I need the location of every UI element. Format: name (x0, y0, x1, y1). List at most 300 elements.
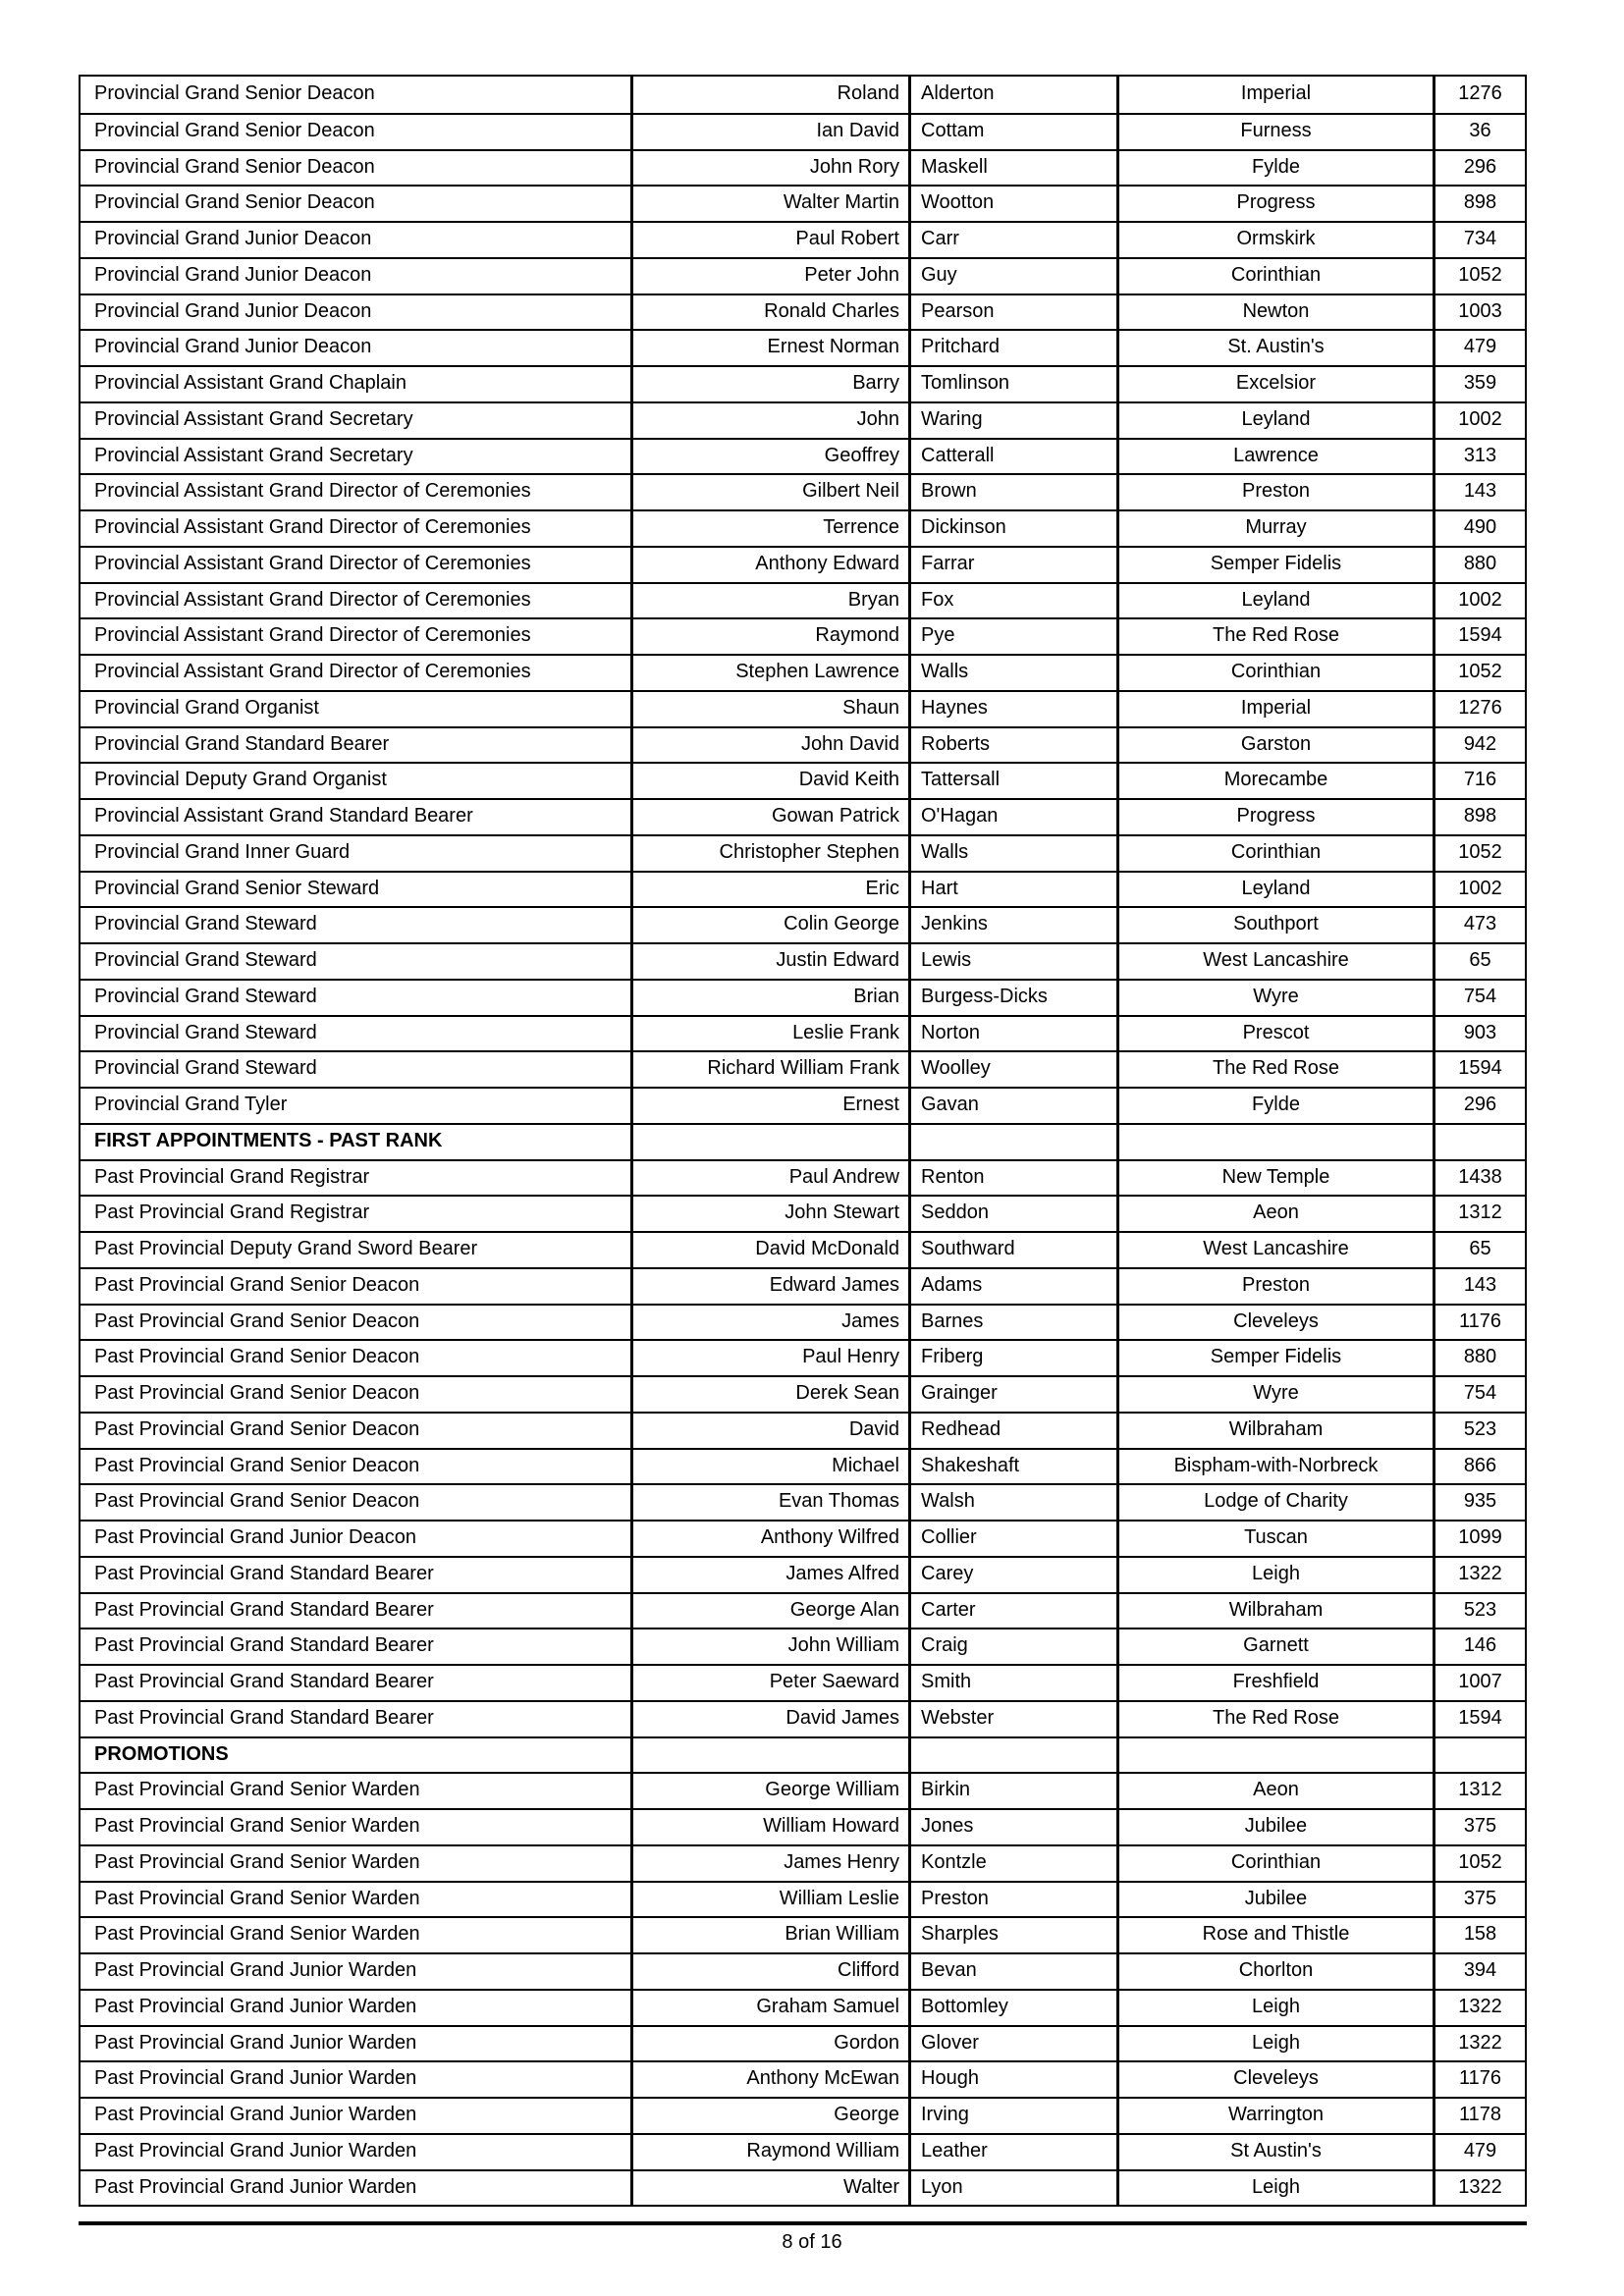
lodge-cell: Aeon (1116, 1774, 1433, 1808)
forenames-cell: Justin Edward (630, 944, 908, 979)
table-row (81, 546, 1525, 582)
lodge-number-cell: 898 (1433, 800, 1525, 834)
table-row (81, 1375, 1525, 1412)
surname-cell: Birkin (908, 1774, 1116, 1808)
forenames-cell: Derek Sean (630, 1377, 908, 1412)
forenames-cell: Paul Robert (630, 223, 908, 257)
lodge-cell: Jubilee (1116, 1883, 1433, 1917)
lodge-number-cell: 1052 (1433, 656, 1525, 690)
table-row (81, 77, 1525, 113)
forenames-cell: James Alfred (630, 1558, 908, 1592)
lodge-number-cell: 866 (1433, 1450, 1525, 1484)
table-row (81, 185, 1525, 221)
forenames-cell: Ernest (630, 1089, 908, 1123)
forenames-cell: Peter John (630, 259, 908, 294)
lodge-number-cell: 296 (1433, 151, 1525, 186)
surname-cell: Lyon (908, 2171, 1116, 2206)
surname-cell: Guy (908, 259, 1116, 294)
surname-cell: Walsh (908, 1485, 1116, 1520)
lodge-number-cell: 490 (1433, 511, 1525, 546)
table-row (81, 1412, 1525, 1448)
lodge-cell: Imperial (1116, 692, 1433, 726)
lodge-number-cell: 1052 (1433, 259, 1525, 294)
surname-cell: Jones (908, 1810, 1116, 1844)
lodge-cell: Leigh (1116, 2171, 1433, 2206)
forenames-cell: Evan Thomas (630, 1485, 908, 1520)
lodge-number-cell: 1007 (1433, 1666, 1525, 1700)
surname-cell: Roberts (908, 728, 1116, 763)
office-cell: Provincial Assistant Grand Director of Ceremonies (94, 624, 531, 647)
surname-cell: Bottomley (908, 1991, 1116, 2025)
office-cell: Past Provincial Grand Junior Warden (94, 1959, 417, 1981)
forenames-cell: Geoffrey (630, 440, 908, 474)
lodge-number-cell: 1594 (1433, 1702, 1525, 1736)
lodge-number-cell: 1438 (1433, 1161, 1525, 1196)
surname-cell: Norton (908, 1017, 1116, 1051)
office-cell: Past Provincial Grand Registrar (94, 1201, 370, 1224)
surname-cell: Catterall (908, 440, 1116, 474)
table-row (81, 257, 1525, 294)
forenames-cell: Clifford (630, 1954, 908, 1989)
lodge-cell: Chorlton (1116, 1954, 1433, 1989)
forenames-cell: Ian David (630, 115, 908, 149)
table-row (81, 1267, 1525, 1304)
table-row (81, 2133, 1525, 2169)
forenames-cell: Paul Andrew (630, 1161, 908, 1196)
lodge-cell: Morecambe (1116, 764, 1433, 798)
lodge-cell: Corinthian (1116, 1846, 1433, 1881)
lodge-cell: The Red Rose (1116, 619, 1433, 654)
lodge-number-cell: 1312 (1433, 1774, 1525, 1808)
lodge-number-cell: 1312 (1433, 1197, 1525, 1231)
lodge-number-cell: 754 (1433, 981, 1525, 1015)
lodge-cell: Lawrence (1116, 440, 1433, 474)
lodge-number-cell: 1322 (1433, 2027, 1525, 2061)
surname-cell: Pritchard (908, 331, 1116, 365)
office-cell: Provincial Grand Steward (94, 949, 317, 971)
forenames-cell: Christopher Stephen (630, 836, 908, 871)
table-row (81, 1952, 1525, 1989)
office-cell: Past Provincial Grand Standard Bearer (94, 1562, 434, 1584)
lodge-number-cell: 935 (1433, 1485, 1525, 1520)
surname-cell: Pearson (908, 295, 1116, 330)
forenames-cell: Leslie Frank (630, 1017, 908, 1051)
office-cell: Provincial Assistant Grand Secretary (94, 444, 413, 466)
table-row (81, 582, 1525, 618)
lodge-number-cell (1433, 1125, 1525, 1159)
lodge-number-cell: 1052 (1433, 836, 1525, 871)
forenames-cell: David James (630, 1702, 908, 1736)
lodge-number-cell: 1322 (1433, 1558, 1525, 1592)
lodge-cell: West Lancashire (1116, 944, 1433, 979)
table-row (81, 762, 1525, 798)
forenames-cell: Anthony Edward (630, 548, 908, 582)
lodge-cell: New Temple (1116, 1161, 1433, 1196)
forenames-cell: Bryan (630, 584, 908, 618)
surname-cell (908, 1738, 1116, 1773)
office-cell: Past Provincial Grand Standard Bearer (94, 1706, 434, 1729)
lodge-number-cell: 1003 (1433, 295, 1525, 330)
lodge-cell: Leyland (1116, 403, 1433, 438)
office-cell: Provincial Assistant Grand Standard Bearer (94, 805, 473, 827)
lodge-number-cell: 716 (1433, 764, 1525, 798)
lodge-cell: Progress (1116, 187, 1433, 221)
office-cell: Past Provincial Grand Junior Warden (94, 1995, 417, 2017)
table-row (81, 1015, 1525, 1051)
office-cell: Provincial Grand Junior Deacon (94, 228, 372, 249)
footer-rule (79, 2221, 1527, 2225)
surname-cell (908, 1125, 1116, 1159)
table-row (81, 1808, 1525, 1844)
office-cell: Provincial Assistant Grand Director of Ceremonies (94, 588, 531, 611)
lodge-cell (1116, 1125, 1433, 1159)
forenames-cell: Graham Samuel (630, 1991, 908, 2025)
forenames-cell: Ronald Charles (630, 295, 908, 330)
lodge-number-cell (1433, 1738, 1525, 1773)
forenames-cell: Eric (630, 873, 908, 907)
office-cell: Past Provincial Grand Junior Warden (94, 2031, 417, 2054)
lodge-cell: Leigh (1116, 1991, 1433, 2025)
office-cell: Past Provincial Grand Standard Bearer (94, 1671, 434, 1692)
office-cell: Past Provincial Grand Senior Deacon (94, 1454, 420, 1476)
lodge-cell: Wilbraham (1116, 1414, 1433, 1448)
lodge-cell: Murray (1116, 511, 1433, 546)
lodge-cell: Leigh (1116, 1558, 1433, 1592)
lodge-cell: Prescot (1116, 1017, 1433, 1051)
lodge-number-cell: 1178 (1433, 2099, 1525, 2133)
table-row (81, 1159, 1525, 1196)
office-cell: Past Provincial Grand Junior Deacon (94, 1526, 416, 1548)
forenames-cell: Anthony Wilfred (630, 1522, 908, 1556)
lodge-number-cell: 394 (1433, 1954, 1525, 1989)
office-cell: Past Provincial Grand Senior Warden (94, 1850, 420, 1873)
lodge-number-cell: 313 (1433, 440, 1525, 474)
forenames-cell: Stephen Lawrence (630, 656, 908, 690)
office-cell: Provincial Grand Standard Bearer (94, 732, 390, 755)
surname-cell: Hart (908, 873, 1116, 907)
forenames-cell: Gordon (630, 2027, 908, 2061)
table-row (81, 113, 1525, 149)
lodge-number-cell: 65 (1433, 944, 1525, 979)
surname-cell: Shakeshaft (908, 1450, 1116, 1484)
forenames-cell: Ernest Norman (630, 331, 908, 365)
lodge-number-cell: 479 (1433, 331, 1525, 365)
lodge-cell: Excelsior (1116, 367, 1433, 401)
table-row (81, 1339, 1525, 1375)
table-row (81, 654, 1525, 690)
surname-cell: Gavan (908, 1089, 1116, 1123)
office-cell: Provincial Grand Steward (94, 913, 317, 935)
lodge-number-cell: 1594 (1433, 1052, 1525, 1087)
forenames-cell: David McDonald (630, 1233, 908, 1267)
surname-cell: Seddon (908, 1197, 1116, 1231)
lodge-number-cell: 36 (1433, 115, 1525, 149)
lodge-number-cell: 523 (1433, 1414, 1525, 1448)
office-cell: Past Provincial Grand Standard Bearer (94, 1634, 434, 1657)
forenames-cell: George (630, 2099, 908, 2133)
forenames-cell: John William (630, 1629, 908, 1664)
forenames-cell: Terrence (630, 511, 908, 546)
table-row (81, 1195, 1525, 1231)
forenames-cell: Walter Martin (630, 187, 908, 221)
lodge-cell: Rose and Thistle (1116, 1918, 1433, 1952)
lodge-cell: Cleveleys (1116, 1306, 1433, 1340)
office-cell: Past Provincial Grand Standard Bearer (94, 1598, 434, 1621)
lodge-number-cell: 1099 (1433, 1522, 1525, 1556)
lodge-cell: Bispham-with-Norbreck (1116, 1450, 1433, 1484)
appointments-table (79, 75, 1527, 2207)
lodge-cell: Furness (1116, 115, 1433, 149)
lodge-cell: Garston (1116, 728, 1433, 763)
lodge-number-cell: 296 (1433, 1089, 1525, 1123)
forenames-cell: William Howard (630, 1810, 908, 1844)
lodge-number-cell: 143 (1433, 1269, 1525, 1304)
surname-cell: Walls (908, 656, 1116, 690)
surname-cell: Irving (908, 2099, 1116, 2133)
section-header-row (81, 1123, 1525, 1159)
table-row (81, 2169, 1525, 2206)
office-cell: Past Provincial Grand Senior Deacon (94, 1273, 420, 1296)
lodge-number-cell: 359 (1433, 367, 1525, 401)
forenames-cell: Raymond William (630, 2135, 908, 2169)
lodge-number-cell: 65 (1433, 1233, 1525, 1267)
office-cell: Provincial Grand Steward (94, 1021, 317, 1043)
table-row (81, 1087, 1525, 1123)
table-row (81, 401, 1525, 438)
surname-cell: Pye (908, 619, 1116, 654)
table-row (81, 1483, 1525, 1520)
table-row (81, 1989, 1525, 2025)
table-row (81, 2060, 1525, 2097)
lodge-number-cell: 1594 (1433, 619, 1525, 654)
forenames-cell (630, 1125, 908, 1159)
office-cell: Past Provincial Grand Junior Warden (94, 2104, 417, 2125)
surname-cell: Leather (908, 2135, 1116, 2169)
office-cell: Provincial Grand Senior Deacon (94, 155, 375, 178)
lodge-number-cell: 1276 (1433, 77, 1525, 113)
surname-cell: Grainger (908, 1377, 1116, 1412)
table-row (81, 509, 1525, 546)
office-cell: Past Provincial Grand Senior Warden (94, 1887, 420, 1909)
surname-cell: Brown (908, 475, 1116, 509)
forenames-cell: John Stewart (630, 1197, 908, 1231)
office-cell: Provincial Grand Senior Steward (94, 877, 380, 899)
forenames-cell: Colin George (630, 908, 908, 942)
surname-cell: Smith (908, 1666, 1116, 1700)
surname-cell: Cottam (908, 115, 1116, 149)
section-header-row (81, 1736, 1525, 1773)
lodge-cell: Wyre (1116, 981, 1433, 1015)
lodge-cell: Newton (1116, 295, 1433, 330)
lodge-cell: Corinthian (1116, 836, 1433, 871)
surname-cell: Kontzle (908, 1846, 1116, 1881)
forenames-cell: James (630, 1306, 908, 1340)
surname-cell: Redhead (908, 1414, 1116, 1448)
lodge-number-cell: 903 (1433, 1017, 1525, 1051)
office-cell: Past Provincial Grand Senior Deacon (94, 1309, 420, 1332)
surname-cell: Glover (908, 2027, 1116, 2061)
surname-cell: Carey (908, 1558, 1116, 1592)
forenames-cell: Brian (630, 981, 908, 1015)
table-row (81, 1664, 1525, 1700)
office-cell: Past Provincial Grand Registrar (94, 1165, 370, 1188)
table-row (81, 1881, 1525, 1917)
table-row (81, 294, 1525, 330)
office-cell: Provincial Grand Steward (94, 985, 317, 1007)
surname-cell: Barnes (908, 1306, 1116, 1340)
surname-cell: Southward (908, 1233, 1116, 1267)
surname-cell: Walls (908, 836, 1116, 871)
table-row (81, 1844, 1525, 1881)
lodge-cell: Corinthian (1116, 656, 1433, 690)
forenames-cell: Peter Saeward (630, 1666, 908, 1700)
lodge-cell: Leyland (1116, 873, 1433, 907)
office-cell: Provincial Grand Inner Guard (94, 840, 351, 863)
lodge-cell: St Austin's (1116, 2135, 1433, 2169)
lodge-number-cell: 880 (1433, 548, 1525, 582)
table-row (81, 329, 1525, 365)
surname-cell: Maskell (908, 151, 1116, 186)
table-row (81, 906, 1525, 942)
lodge-number-cell: 942 (1433, 728, 1525, 763)
lodge-number-cell: 1002 (1433, 873, 1525, 907)
office-cell: Provincial Assistant Grand Director of Ceremonies (94, 552, 531, 574)
office-cell: Provincial Grand Junior Deacon (94, 263, 372, 286)
office-cell: Provincial Grand Tyler (94, 1094, 288, 1115)
lodge-number-cell: 1322 (1433, 1991, 1525, 2025)
office-cell: Past Provincial Grand Senior Warden (94, 1779, 420, 1801)
table-row (81, 1231, 1525, 1267)
lodge-number-cell: 754 (1433, 1377, 1525, 1412)
lodge-number-cell: 1176 (1433, 1306, 1525, 1340)
surname-cell: Tomlinson (908, 367, 1116, 401)
page-number: 8 of 16 (782, 2231, 842, 2253)
surname-cell: Woolley (908, 1052, 1116, 1087)
office-cell: FIRST APPOINTMENTS - PAST RANK (94, 1129, 443, 1151)
lodge-number-cell: 375 (1433, 1810, 1525, 1844)
lodge-cell: Corinthian (1116, 259, 1433, 294)
lodge-cell: Southport (1116, 908, 1433, 942)
table-row (81, 1448, 1525, 1484)
lodge-number-cell: 734 (1433, 223, 1525, 257)
forenames-cell: Raymond (630, 619, 908, 654)
table-row (81, 617, 1525, 654)
office-cell: Provincial Grand Senior Deacon (94, 119, 375, 141)
lodge-cell: Imperial (1116, 77, 1433, 113)
surname-cell: O'Hagan (908, 800, 1116, 834)
surname-cell: Adams (908, 1269, 1116, 1304)
surname-cell: Tattersall (908, 764, 1116, 798)
lodge-number-cell: 375 (1433, 1883, 1525, 1917)
lodge-number-cell: 1052 (1433, 1846, 1525, 1881)
forenames-cell: Richard William Frank (630, 1052, 908, 1087)
surname-cell: Wootton (908, 187, 1116, 221)
forenames-cell: Michael (630, 1450, 908, 1484)
forenames-cell: David Keith (630, 764, 908, 798)
office-cell: Provincial Grand Organist (94, 696, 319, 719)
office-cell: Past Provincial Grand Senior Deacon (94, 1417, 420, 1440)
lodge-cell: Preston (1116, 1269, 1433, 1304)
office-cell: Provincial Grand Senior Deacon (94, 82, 375, 104)
lodge-number-cell: 143 (1433, 475, 1525, 509)
office-cell: Provincial Grand Junior Deacon (94, 299, 372, 322)
surname-cell: Carter (908, 1594, 1116, 1629)
table-row (81, 2097, 1525, 2133)
lodge-cell: Tuscan (1116, 1522, 1433, 1556)
lodge-number-cell: 1276 (1433, 692, 1525, 726)
surname-cell: Webster (908, 1702, 1116, 1736)
table-row (81, 1592, 1525, 1629)
office-cell: PROMOTIONS (94, 1742, 229, 1765)
surname-cell: Jenkins (908, 908, 1116, 942)
office-cell: Past Provincial Grand Junior Warden (94, 2139, 417, 2162)
forenames-cell: James Henry (630, 1846, 908, 1881)
surname-cell: Bevan (908, 1954, 1116, 1989)
lodge-cell: Jubilee (1116, 1810, 1433, 1844)
forenames-cell (630, 1738, 908, 1773)
surname-cell: Waring (908, 403, 1116, 438)
surname-cell: Haynes (908, 692, 1116, 726)
forenames-cell: Anthony McEwan (630, 2062, 908, 2097)
lodge-cell: Preston (1116, 475, 1433, 509)
lodge-cell: Freshfield (1116, 1666, 1433, 1700)
table-row (81, 1304, 1525, 1340)
forenames-cell: John David (630, 728, 908, 763)
office-cell: Provincial Assistant Grand Chaplain (94, 372, 406, 394)
surname-cell: Carr (908, 223, 1116, 257)
lodge-number-cell: 1176 (1433, 2062, 1525, 2097)
table-row (81, 1520, 1525, 1556)
office-cell: Provincial Assistant Grand Director of Ceremonies (94, 480, 531, 503)
lodge-number-cell: 479 (1433, 2135, 1525, 2169)
office-cell: Provincial Assistant Grand Director of Ceremonies (94, 516, 531, 538)
forenames-cell: Edward James (630, 1269, 908, 1304)
lodge-cell: The Red Rose (1116, 1052, 1433, 1087)
office-cell: Provincial Assistant Grand Secretary (94, 407, 413, 430)
lodge-cell: Semper Fidelis (1116, 548, 1433, 582)
lodge-cell (1116, 1738, 1433, 1773)
lodge-cell: Progress (1116, 800, 1433, 834)
table-row (81, 798, 1525, 834)
office-cell: Past Provincial Grand Senior Deacon (94, 1490, 420, 1513)
office-cell: Provincial Grand Senior Deacon (94, 191, 375, 214)
table-row (81, 473, 1525, 509)
surname-cell: Collier (908, 1522, 1116, 1556)
surname-cell: Sharples (908, 1918, 1116, 1952)
table-row (81, 1916, 1525, 1952)
office-cell: Provincial Deputy Grand Organist (94, 769, 387, 791)
lodge-cell: Lodge of Charity (1116, 1485, 1433, 1520)
lodge-number-cell: 1322 (1433, 2171, 1525, 2206)
table-row (81, 942, 1525, 979)
lodge-number-cell: 880 (1433, 1341, 1525, 1375)
table-row (81, 2025, 1525, 2061)
lodge-cell: The Red Rose (1116, 1702, 1433, 1736)
lodge-number-cell: 1002 (1433, 584, 1525, 618)
lodge-number-cell: 473 (1433, 908, 1525, 942)
lodge-cell: Leigh (1116, 2027, 1433, 2061)
lodge-number-cell: 523 (1433, 1594, 1525, 1629)
lodge-cell: Semper Fidelis (1116, 1341, 1433, 1375)
forenames-cell: Paul Henry (630, 1341, 908, 1375)
lodge-number-cell: 146 (1433, 1629, 1525, 1664)
table-row (81, 149, 1525, 186)
forenames-cell: Barry (630, 367, 908, 401)
office-cell: Past Provincial Grand Junior Warden (94, 2067, 417, 2090)
table-row (81, 871, 1525, 907)
table-row (81, 834, 1525, 871)
forenames-cell: Walter (630, 2171, 908, 2206)
